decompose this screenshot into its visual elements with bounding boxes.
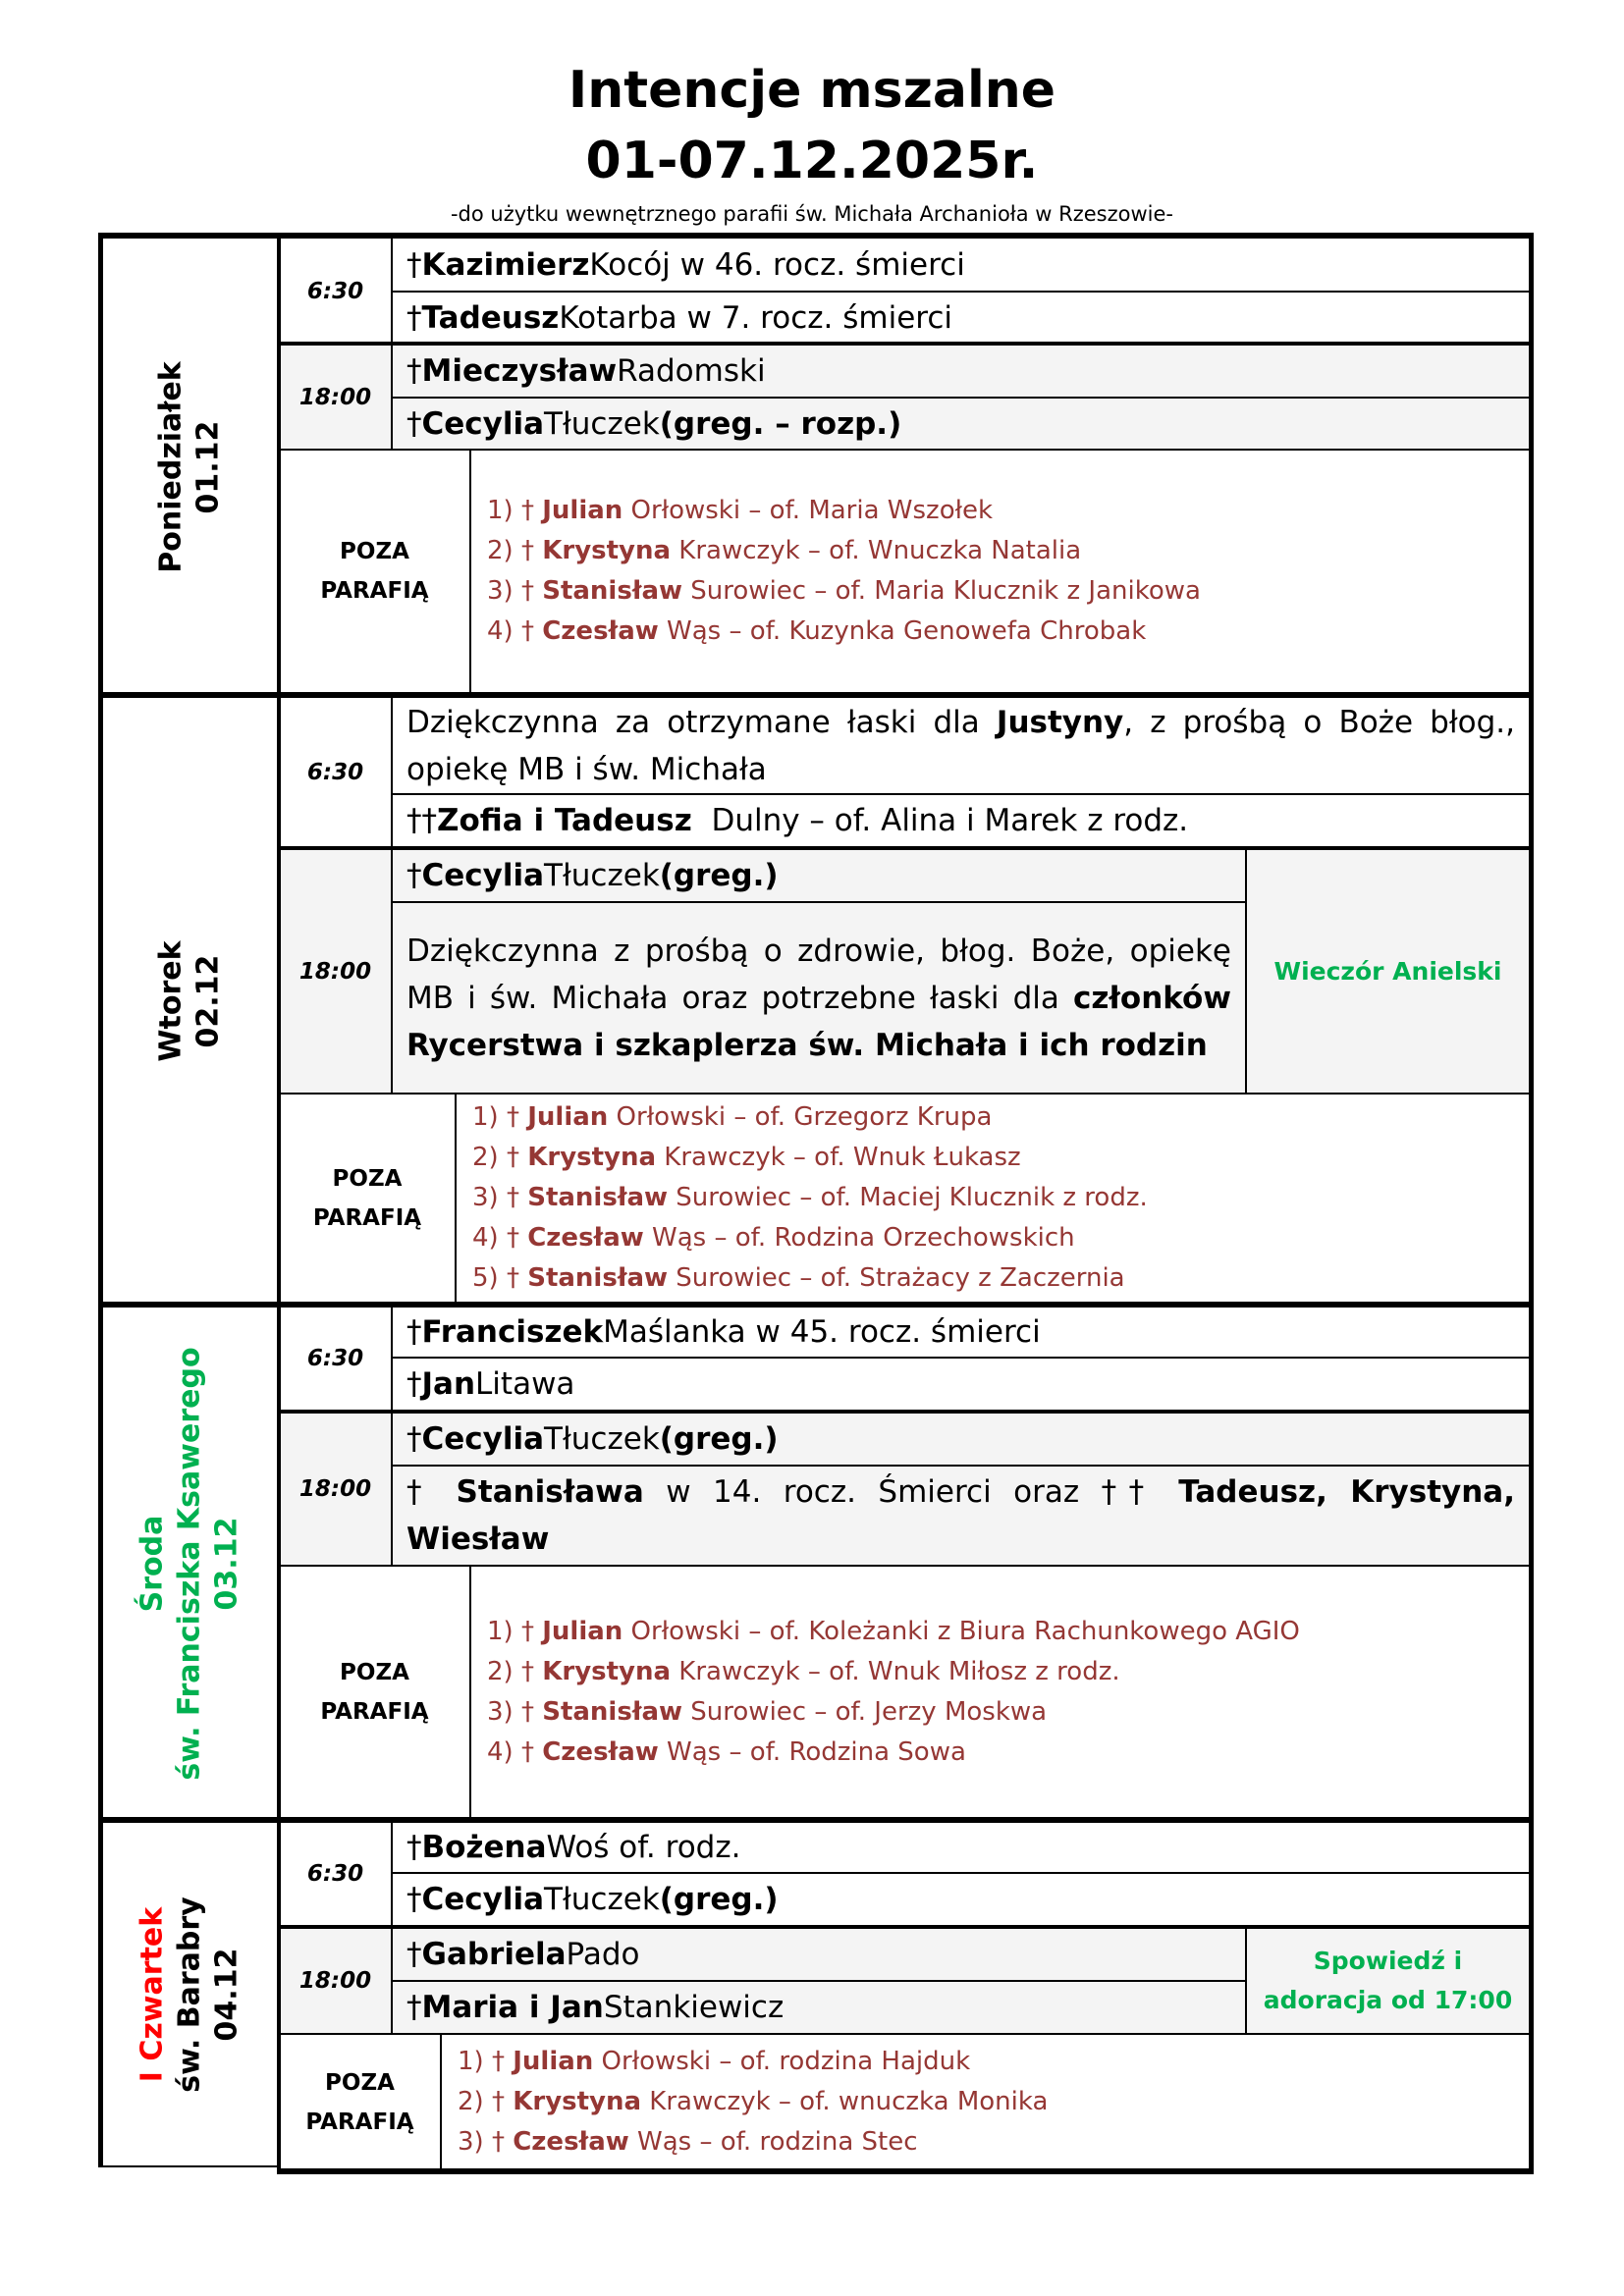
intention-row: † Bożena Woś of. rodz. [406,1830,741,1865]
day-name: Środa [135,1515,170,1612]
list-item: 3) † Czesław Wąs – of. rodzina Stec [458,2127,918,2157]
row-separator [393,1980,1245,1982]
divider [391,1306,393,1565]
mass-separator [280,1410,1529,1414]
list-item: 2) † Krystyna Krawczyk – of. Wnuk Miłosz z rodz. [487,1656,1120,1686]
day-date: 02.12 [190,954,226,1047]
time-evening: 18:00 [280,850,391,1093]
row-separator [393,291,1529,293]
day-name: Wtorek [153,939,189,1062]
list-item: 3) † Stanisław Surowiec – of. Maciej Klucznik z rodz. [472,1183,1148,1212]
list-item: 3) † Stanisław Surowiec – of. Maria Klucznik z Janikowa [487,576,1201,606]
intention-row: † Kazimierz Kocój w 46. rocz. śmierci [406,247,965,283]
intention-row: † Franciszek Maślanka w 45. rocz. śmierci [406,1314,1041,1350]
list-item: 4) † Czesław Wąs – of. Kuzynka Genowefa Chrobak [487,616,1147,646]
intention-row: † Gabriela Pado [393,1929,1245,1980]
intention-row: Dziękczynna z prośbą o zdrowie, błog. Boże, opiekę MB i św. Michała oraz potrzebne łaski dla członków Rycerstwa i szkaplerza św. Michała i ich rodzin [393,903,1245,1093]
day-label-monday [102,240,278,694]
border-right [1529,234,1534,2173]
day-label-tuesday [102,698,278,1304]
day-feast: św. Franciszka Ksawerego [172,1346,207,1781]
intention-row: † Cecylia Tłuczek (greg.) [393,850,1245,901]
divider [469,1565,471,1819]
time-evening: 18:00 [280,1929,391,2033]
day-separator [98,692,1534,698]
row-separator [393,1872,1529,1874]
intention-row: † Cecylia Tłuczek (greg.) [393,1414,1529,1465]
border-bottom [277,2168,1534,2174]
outside-parish-list [471,451,1529,692]
list-item: 1) † Julian Orłowski – of. rodzina Hajduk [458,2047,971,2076]
intention-row: † Maria i Jan Stankiewicz [393,1982,1245,2033]
time-morning: 6:30 [306,1346,364,1371]
intention-row: † Stanisława w 14. rocz. Śmierci oraz †† Tadeusz, Krystyna, Wiesław [393,1467,1529,1565]
evening-note: Wieczór Anielski [1247,850,1529,1093]
day-feast: św. Barabry [172,1896,207,2093]
divider [1245,846,1247,1093]
intention-row: † Cecylia Tłuczek (greg. – rozp.) [393,399,1529,449]
subtitle: -do użytku wewnętrznego parafii św. Michała Archanioła w Rzeszowie- [450,202,1174,226]
row-separator [393,793,1529,795]
list-item: 1) † Julian Orłowski – of. Koleżanki z Biura Rachunkowego AGIO [487,1616,1300,1646]
list-item: 4) † Czesław Wąs – of. Rodzina Sowa [487,1736,966,1767]
outside-parish-list [457,1095,1529,1302]
row-separator [280,1093,1529,1095]
outside-parish-label: POZA PARAFIĄ [312,1165,422,1231]
outside-parish-list [471,1567,1529,1817]
outside-parish-list [442,2035,1529,2169]
divider [1245,1925,1247,2033]
mass-separator [280,342,1529,346]
day-separator [98,1302,1534,1308]
time-evening: 18:00 [280,346,391,449]
intention-row: Dziękczynna za otrzymane łaski dla Justyny, z prośbą o Boże błog., opiekę MB i św. Michała [406,704,1516,787]
list-item: 2) † Krystyna Krawczyk – of. wnuczka Monika [458,2087,1049,2116]
list-item: 2) † Krystyna Krawczyk – of. Wnuk Łukasz [472,1143,1021,1172]
border-left [98,234,103,2167]
intention-row: †† Zofia i Tadeusz Dulny – of. Alina i Marek z rodz. [406,803,1189,838]
time-morning: 6:30 [306,759,364,785]
day-label-wednesday [102,1308,278,1819]
divider [455,1093,457,1304]
intention-row: † Cecylia Tłuczek (greg.) [406,1882,779,1917]
divider-day-column [277,234,281,2173]
divider [391,696,393,1093]
list-item: 4) † Czesław Wąs – of. Rodzina Orzechowskich [472,1223,1075,1253]
row-separator [393,397,1529,399]
intention-row: † Tadeusz Kotarba w 7. rocz. śmierci [406,300,952,336]
day-name: Poniedziałek [153,360,189,573]
row-separator [280,2033,1529,2035]
divider [469,449,471,694]
list-item: 1) † Julian Orłowski – of. Maria Wszołek [487,496,994,525]
day-date: 03.12 [209,1517,244,1610]
list-item: 3) † Stanisław Surowiec – of. Jerzy Moskwa [487,1696,1048,1727]
page-title: Intencje mszalne [568,61,1056,120]
day-label-thursday [102,1823,278,2165]
day-date: 04.12 [209,1948,244,2041]
divider [440,2033,442,2171]
day-separator [98,1817,1534,1823]
time-morning: 6:30 [306,1861,364,1887]
mass-separator [280,846,1529,850]
time-evening: 18:00 [280,1414,391,1565]
outside-parish-label: POZA PARAFIĄ [305,2069,414,2135]
day-name: I Czwartek [135,1906,170,2082]
mass-separator [280,1925,1529,1929]
intention-row: † Mieczysław Radomski [393,346,1529,397]
day-date: 01.12 [190,420,226,513]
intention-row: † Jan Litawa [406,1366,575,1402]
border-top [98,233,1534,239]
outside-parish-label: POZA PARAFIĄ [320,539,429,604]
evening-note: Spowiedź i adoracja od 17:00 [1247,1929,1529,2033]
row-separator [393,1357,1529,1359]
outside-parish-label: POZA PARAFIĄ [320,1659,429,1725]
time-morning: 6:30 [306,279,364,304]
date-range-title: 01-07.12.2025r. [585,132,1039,190]
row-separator [280,449,1529,451]
row-separator [280,1565,1529,1567]
row-separator [393,901,1245,903]
list-item: 1) † Julian Orłowski – of. Grzegorz Krupa [472,1102,993,1132]
border-bottom-day [98,2165,280,2167]
list-item: 2) † Krystyna Krawczyk – of. Wnuczka Natalia [487,536,1082,565]
list-item: 5) † Stanisław Surowiec – of. Strażacy z Zaczernia [472,1263,1125,1293]
row-separator [393,1465,1529,1467]
